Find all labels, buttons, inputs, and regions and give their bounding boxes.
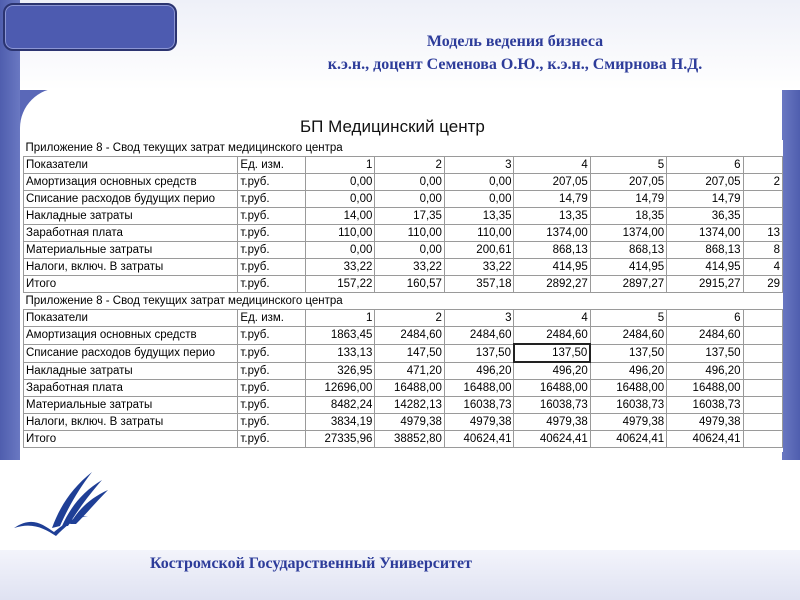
table-cell[interactable]: 17,35 <box>375 208 445 225</box>
table-cell[interactable]: 496,20 <box>514 362 590 380</box>
header-cell[interactable]: Показатели <box>24 157 238 174</box>
header-cell[interactable]: 5 <box>590 157 666 174</box>
header-cell[interactable]: 4 <box>514 310 590 327</box>
table-cell[interactable]: 0,00 <box>305 174 375 191</box>
table-cell[interactable]: 357,18 <box>444 276 514 293</box>
header <box>250 30 780 76</box>
header-cell[interactable] <box>743 310 782 327</box>
table-cell[interactable]: 0,00 <box>305 191 375 208</box>
header-cell[interactable]: Ед. изм. <box>238 157 305 174</box>
table-cell[interactable]: 137,50 <box>590 344 666 362</box>
table-cell[interactable]: 13 <box>743 225 782 242</box>
table-cell[interactable]: 137,50 <box>514 344 590 362</box>
table-cell[interactable]: 2915,27 <box>667 276 743 293</box>
table-cell[interactable]: 14,79 <box>514 191 590 208</box>
table-cell[interactable]: 13,35 <box>514 208 590 225</box>
table-cell[interactable]: 40624,41 <box>667 431 743 448</box>
university-logo-icon <box>12 466 112 544</box>
table-cell[interactable]: 207,05 <box>590 174 666 191</box>
table-cell[interactable]: т.руб. <box>238 259 305 276</box>
table-cell[interactable]: 1374,00 <box>667 225 743 242</box>
table-cell[interactable]: 14282,13 <box>375 397 445 414</box>
table-cell[interactable]: 496,20 <box>667 362 743 380</box>
table-cell[interactable]: 414,95 <box>514 259 590 276</box>
header-title: Модель ведения бизнеса <box>426 33 604 50</box>
table-cell[interactable]: 33,22 <box>375 259 445 276</box>
table-cell[interactable]: Материальные затраты <box>24 397 238 414</box>
table-cell[interactable] <box>743 362 782 380</box>
table-row <box>24 397 783 414</box>
table-cell[interactable]: 137,50 <box>667 344 743 362</box>
table-title: Приложение 8 - Свод текущих затрат медицинского центра <box>24 293 783 310</box>
bottom-area <box>0 460 800 550</box>
table-cell[interactable] <box>743 380 782 397</box>
table-cell[interactable] <box>743 327 782 345</box>
table-cell[interactable]: Списание расходов будущих перио <box>24 191 238 208</box>
table-cell[interactable]: 414,95 <box>667 259 743 276</box>
table-cell[interactable]: 1374,00 <box>590 225 666 242</box>
table-cell[interactable]: 33,22 <box>444 259 514 276</box>
table-cell[interactable]: 414,95 <box>590 259 666 276</box>
table-cell[interactable]: 2484,60 <box>444 327 514 345</box>
table-cell[interactable]: т.руб. <box>238 414 305 431</box>
table-cell[interactable]: 36,35 <box>667 208 743 225</box>
table-cell[interactable]: т.руб. <box>238 276 305 293</box>
corner-decoration <box>3 3 177 51</box>
table-cell[interactable]: 4979,38 <box>375 414 445 431</box>
table-row <box>24 362 783 380</box>
table-cell[interactable]: 868,13 <box>590 242 666 259</box>
table-cell[interactable]: т.руб. <box>238 397 305 414</box>
table-cell[interactable]: 14,79 <box>590 191 666 208</box>
table-header-row <box>24 157 783 174</box>
table-cell[interactable]: 1374,00 <box>514 225 590 242</box>
table-cell[interactable]: 40624,41 <box>590 431 666 448</box>
table-cell[interactable]: т.руб. <box>238 208 305 225</box>
table-cell[interactable]: 40624,41 <box>444 431 514 448</box>
table-cell[interactable]: 326,95 <box>305 362 375 380</box>
table-cell[interactable]: 2 <box>743 174 782 191</box>
header-authors: к.э.н., доцент Семенова О.Ю., к.э.н., Смирнова Н.Д. <box>327 56 703 73</box>
table-cell[interactable]: т.руб. <box>238 174 305 191</box>
table-title-row <box>24 293 783 310</box>
header-cell[interactable]: Ед. изм. <box>238 310 305 327</box>
table-cell[interactable]: 2897,27 <box>590 276 666 293</box>
table-row <box>24 327 783 345</box>
table-cell[interactable]: 40624,41 <box>514 431 590 448</box>
header-cell[interactable]: 2 <box>375 310 445 327</box>
table-cell[interactable] <box>743 208 782 225</box>
table-cell[interactable]: 133,13 <box>305 344 375 362</box>
table-row <box>24 344 783 362</box>
table-cell[interactable]: 2484,60 <box>590 327 666 345</box>
table-cell[interactable] <box>743 431 782 448</box>
table-row <box>24 380 783 397</box>
table-cell[interactable]: 33,22 <box>305 259 375 276</box>
table-row <box>24 208 783 225</box>
header-cell[interactable]: Показатели <box>24 310 238 327</box>
table-cell[interactable]: 147,50 <box>375 344 445 362</box>
table-cell[interactable]: 868,13 <box>514 242 590 259</box>
table-cell[interactable]: 0,00 <box>375 242 445 259</box>
table-cell[interactable]: 16488,00 <box>590 380 666 397</box>
table-row <box>24 276 783 293</box>
table-row <box>24 414 783 431</box>
table-row <box>24 242 783 259</box>
table-cell[interactable]: 38852,80 <box>375 431 445 448</box>
table-cell[interactable]: т.руб. <box>238 327 305 345</box>
header-cell[interactable]: 1 <box>305 157 375 174</box>
table-cell[interactable]: Налоги, включ. В затраты <box>24 259 238 276</box>
table-title: Приложение 8 - Свод текущих затрат медицинского центра <box>24 140 783 157</box>
table-cell[interactable]: т.руб. <box>238 344 305 362</box>
table-cell[interactable]: 110,00 <box>375 225 445 242</box>
spreadsheet <box>23 140 783 452</box>
table-cell[interactable]: Списание расходов будущих перио <box>24 344 238 362</box>
table-cell[interactable]: 2892,27 <box>514 276 590 293</box>
table-cell[interactable]: Амортизация основных средств <box>24 327 238 345</box>
table-cell[interactable]: 14,00 <box>305 208 375 225</box>
table-row <box>24 225 783 242</box>
table-cell[interactable]: 137,50 <box>444 344 514 362</box>
header-cell[interactable]: 2 <box>375 157 445 174</box>
table-row <box>24 431 783 448</box>
table-cell[interactable]: Итого <box>24 276 238 293</box>
table-cell[interactable]: т.руб. <box>238 362 305 380</box>
header-cell[interactable]: 3 <box>444 157 514 174</box>
table-cell[interactable]: т.руб. <box>238 380 305 397</box>
table-cell[interactable]: 29 <box>743 276 782 293</box>
table-cell[interactable]: 2484,60 <box>375 327 445 345</box>
table-cell[interactable]: 157,22 <box>305 276 375 293</box>
table-cell[interactable] <box>743 414 782 431</box>
table-cell[interactable]: т.руб. <box>238 431 305 448</box>
table-cell[interactable]: 110,00 <box>444 225 514 242</box>
header-cell[interactable]: 4 <box>514 157 590 174</box>
table-cell[interactable]: 16038,73 <box>444 397 514 414</box>
table-cell[interactable]: 1863,45 <box>305 327 375 345</box>
table-cell[interactable]: 16038,73 <box>514 397 590 414</box>
table-cell[interactable]: т.руб. <box>238 191 305 208</box>
table-cell[interactable]: 2484,60 <box>514 327 590 345</box>
table-header-row <box>24 310 783 327</box>
table-cell[interactable]: Накладные затраты <box>24 208 238 225</box>
table-cell[interactable]: 16038,73 <box>667 397 743 414</box>
table-cell[interactable]: 4 <box>743 259 782 276</box>
table-cell[interactable]: 13,35 <box>444 208 514 225</box>
table-cell[interactable] <box>743 397 782 414</box>
table-cell[interactable]: Накладные затраты <box>24 362 238 380</box>
table-cell[interactable]: 2484,60 <box>667 327 743 345</box>
table-cell[interactable]: 8482,24 <box>305 397 375 414</box>
header-cell[interactable]: 3 <box>444 310 514 327</box>
table-cell[interactable]: 16488,00 <box>514 380 590 397</box>
table-cell[interactable]: 27335,96 <box>305 431 375 448</box>
header-cell[interactable]: 6 <box>667 157 743 174</box>
table-cell[interactable]: 207,05 <box>667 174 743 191</box>
table-cell[interactable]: 0,00 <box>444 191 514 208</box>
table-cell[interactable]: 471,20 <box>375 362 445 380</box>
table-title-row <box>24 140 783 157</box>
table-row <box>24 174 783 191</box>
table-cell[interactable]: 200,61 <box>444 242 514 259</box>
table-cell[interactable]: 4979,38 <box>444 414 514 431</box>
table-cell[interactable]: Заработная плата <box>24 225 238 242</box>
table-cell[interactable] <box>743 344 782 362</box>
slide-title: БП Медицинский центр <box>300 117 485 136</box>
table-cell[interactable]: 16488,00 <box>667 380 743 397</box>
table-cell[interactable]: Налоги, включ. В затраты <box>24 414 238 431</box>
table-cell[interactable]: 14,79 <box>667 191 743 208</box>
table-cell[interactable]: т.руб. <box>238 242 305 259</box>
table-cell[interactable]: т.руб. <box>238 225 305 242</box>
table-cell[interactable]: 868,13 <box>667 242 743 259</box>
table-cell[interactable]: 16038,73 <box>590 397 666 414</box>
table-cell[interactable]: Итого <box>24 431 238 448</box>
header-cell[interactable]: 1 <box>305 310 375 327</box>
table-cell[interactable]: 496,20 <box>444 362 514 380</box>
table-cell[interactable]: 12696,00 <box>305 380 375 397</box>
header-cell[interactable]: 6 <box>667 310 743 327</box>
table-cell[interactable]: 3834,19 <box>305 414 375 431</box>
table-cell[interactable]: 0,00 <box>444 174 514 191</box>
header-cell[interactable] <box>743 157 782 174</box>
table-cell[interactable]: 4979,38 <box>590 414 666 431</box>
table-cell[interactable]: 160,57 <box>375 276 445 293</box>
table-row <box>24 191 783 208</box>
table-cell[interactable]: 18,35 <box>590 208 666 225</box>
cost-table <box>23 140 783 448</box>
table-cell[interactable]: 4979,38 <box>514 414 590 431</box>
table-cell[interactable]: 496,20 <box>590 362 666 380</box>
table-cell[interactable]: 0,00 <box>305 242 375 259</box>
footer-university: Костромской Государственный Университет <box>150 555 472 572</box>
table-cell[interactable]: Амортизация основных средств <box>24 174 238 191</box>
table-row <box>24 259 783 276</box>
table-cell[interactable]: 110,00 <box>305 225 375 242</box>
table-cell[interactable] <box>743 191 782 208</box>
table-cell[interactable]: Материальные затраты <box>24 242 238 259</box>
table-cell[interactable]: 4979,38 <box>667 414 743 431</box>
table-cell[interactable]: 16488,00 <box>375 380 445 397</box>
header-cell[interactable]: 5 <box>590 310 666 327</box>
table-cell[interactable]: 8 <box>743 242 782 259</box>
right-band <box>782 90 800 460</box>
table-cell[interactable]: 0,00 <box>375 174 445 191</box>
table-cell[interactable]: Заработная плата <box>24 380 238 397</box>
table-cell[interactable]: 0,00 <box>375 191 445 208</box>
table-cell[interactable]: 207,05 <box>514 174 590 191</box>
left-band <box>0 0 20 460</box>
table-cell[interactable]: 16488,00 <box>444 380 514 397</box>
